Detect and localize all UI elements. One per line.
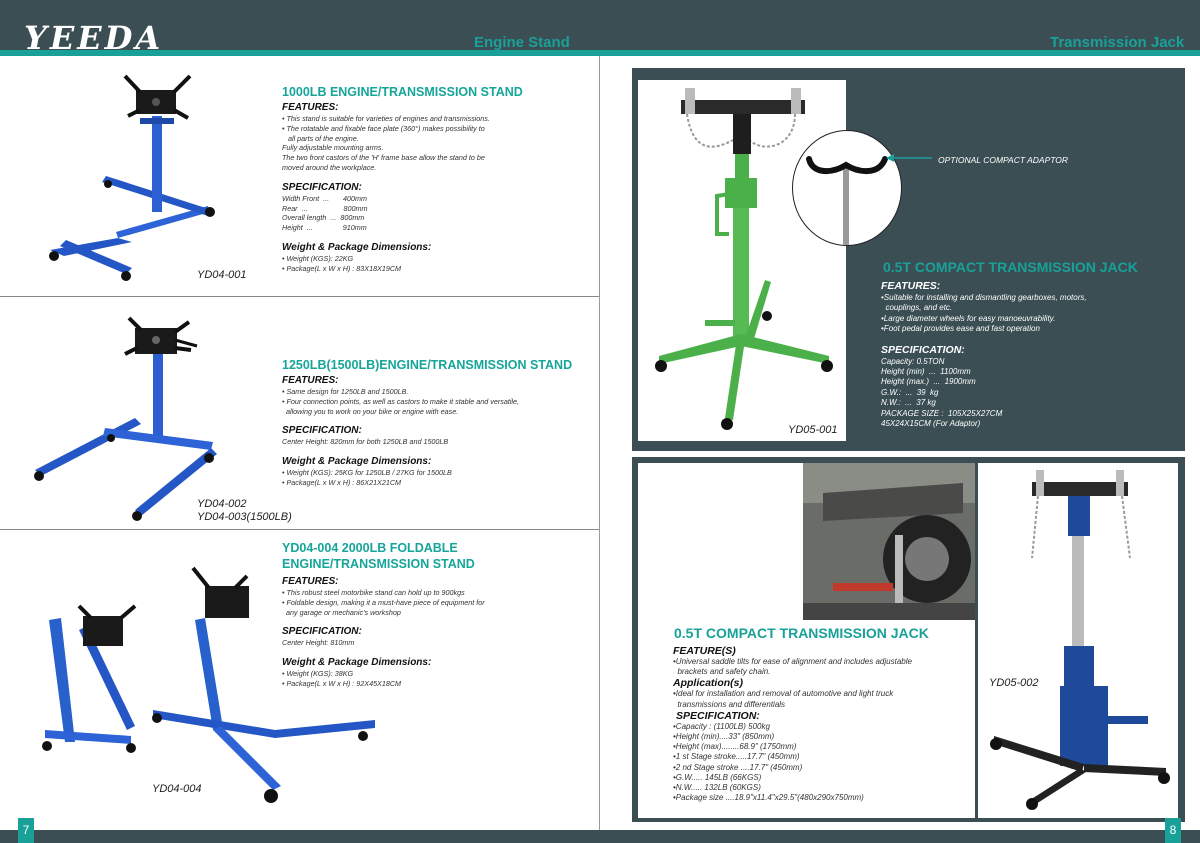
feature-line: any garage or mechanic's workshop bbox=[282, 607, 401, 617]
feature-line: The two front castors of the 'H' frame base allow the stand to be bbox=[282, 153, 485, 163]
adaptor-label: OPTIONAL COMPACT ADAPTOR bbox=[938, 155, 1069, 165]
spec-line: •Height (min)....33" (850mm) bbox=[673, 732, 775, 742]
spec-line: Height (min) ... 1100mm bbox=[881, 367, 971, 377]
spec-line: 45X24X15CM (For Adaptor) bbox=[881, 419, 981, 429]
spec-line: •2 nd Stage stroke ....17.7" (450mm) bbox=[673, 762, 803, 772]
package-line: • Weight (KGS): 22KG bbox=[282, 253, 354, 263]
spec-line: •1 st Stage stroke.....17.7" (450mm) bbox=[673, 752, 800, 762]
spec-line: Center Height: 820mm for both 1250LB and 1500LB bbox=[282, 437, 449, 447]
jack-in-use-photo bbox=[803, 463, 975, 620]
spec-line: •Height (max)........68.9" (1750mm) bbox=[673, 742, 797, 752]
product-title: 1000LB ENGINE/TRANSMISSION STAND bbox=[282, 85, 523, 99]
spec-line: Width Front ... 400mm bbox=[282, 193, 368, 203]
package-heading: Weight & Package Dimensions: bbox=[282, 241, 432, 253]
feature-line: •Suitable for installing and dismantling gearboxes, motors, bbox=[881, 293, 1087, 302]
spec-line: •Capacity : (1100LB) 500kg bbox=[673, 721, 770, 731]
package-heading: Weight & Package Dimensions: bbox=[282, 657, 432, 669]
footer-bar bbox=[0, 830, 1200, 843]
features-heading: FEATURES: bbox=[282, 576, 339, 587]
product-details bbox=[282, 101, 582, 274]
engine-stand-1000lb-image bbox=[40, 70, 250, 290]
package-line: • Package(L x W x H) : 86X21X21CM bbox=[282, 477, 402, 487]
spec-line: G.W.: ... 39 kg bbox=[881, 387, 939, 397]
feature-line: moved around the workplace. bbox=[282, 162, 377, 172]
feature-line: •Universal saddle tilts for ease of alignment and includes adjustable bbox=[673, 657, 912, 666]
feature-line: • This robust steel motorbike stand can hold up to 900kgs bbox=[282, 588, 465, 597]
package-line: • Weight (KGS): 25KG for 1250LB / 27KG for 1500LB bbox=[282, 468, 452, 478]
product-code: YD04-004 bbox=[152, 783, 202, 795]
spec-line: Center Height: 810mm bbox=[282, 638, 355, 648]
section-title-engine-stand: Engine Stand bbox=[474, 34, 570, 51]
package-line: • Package(L x W x H) : 92X45X18CM bbox=[282, 678, 402, 688]
jack-title: 0.5T COMPACT TRANSMISSION JACK bbox=[883, 259, 1138, 275]
features-heading: FEATURES: bbox=[881, 280, 941, 292]
product-code: YD04-002 bbox=[197, 498, 247, 510]
spec-heading: SPECIFICATION: bbox=[881, 343, 965, 356]
engine-stand-1250lb-image bbox=[25, 310, 250, 525]
feature-line: •Foot pedal provides ease and fast operation bbox=[881, 324, 1040, 334]
spec-line: Overall length ... 800mm bbox=[282, 213, 365, 223]
application-line: transmissions and differentials bbox=[673, 699, 786, 709]
spec-line: •Package size ....18.9"x11.4"x29.5"(480x290x750mm) bbox=[673, 793, 864, 803]
optional-adaptor-image bbox=[792, 130, 902, 246]
brand-logo: YEEDA bbox=[24, 19, 164, 57]
features-heading: FEATURE(S) bbox=[673, 645, 736, 657]
product-title-line2: ENGINE/TRANSMISSION STAND bbox=[282, 557, 475, 571]
feature-line: • Same design for 1250LB and 1500LB. bbox=[282, 387, 409, 396]
feature-line: brackets and safety chain. bbox=[673, 667, 771, 677]
product-code: YD05-001 bbox=[788, 424, 838, 436]
product-code: YD05-002 bbox=[989, 677, 1039, 689]
application-line: •Ideal for installation and removal of automotive and light truck bbox=[673, 689, 894, 699]
spec-line: Rear ... 800mm bbox=[282, 203, 368, 213]
header-bar bbox=[0, 0, 1200, 56]
feature-line: all parts of the engine. bbox=[282, 133, 359, 143]
callout-arrow-icon bbox=[886, 153, 936, 163]
feature-line: couplings, and etc. bbox=[881, 303, 953, 313]
spec-line: •N.W..... 132LB (60KGS) bbox=[673, 783, 761, 793]
page-number-right: 8 bbox=[1165, 818, 1181, 843]
spec-line: •G.W..... 145LB (66KGS) bbox=[673, 772, 762, 782]
feature-line: Fully adjustable mounting arms. bbox=[282, 143, 384, 153]
spec-line: Height (max.) ... 1900mm bbox=[881, 377, 976, 387]
blue-transmission-jack-image bbox=[984, 468, 1174, 813]
divider bbox=[0, 529, 599, 530]
product-code-alt: YD04-003(1500LB) bbox=[197, 511, 292, 523]
spec-line: Capacity: 0.5TON bbox=[881, 356, 945, 366]
application-heading: Application(s) bbox=[673, 677, 743, 690]
section-title-transmission-jack: Transmission Jack bbox=[1050, 34, 1185, 51]
green-transmission-jack-image bbox=[645, 84, 840, 436]
feature-line: • The rotatable and fixable face plate (360°) makes possibility to bbox=[282, 123, 485, 133]
features-heading: FEATURES: bbox=[282, 375, 339, 386]
feature-line: •Large diameter wheels for easy manoeuvrability. bbox=[881, 313, 1056, 323]
product-details bbox=[282, 374, 582, 488]
features-heading: FEATURES: bbox=[282, 102, 339, 113]
package-heading: Weight & Package Dimensions: bbox=[282, 456, 432, 468]
product-details bbox=[282, 575, 582, 689]
product-title: 1250LB(1500LB)ENGINE/TRANSMISSION STAND bbox=[282, 358, 573, 372]
jack-details bbox=[881, 280, 1171, 429]
product-code: YD04-001 bbox=[197, 269, 247, 281]
feature-line: • Four connection points, as well as castors to make it stable and versatile, bbox=[282, 396, 520, 406]
product-title-line1: YD04-004 2000LB FOLDABLE bbox=[282, 541, 458, 555]
page-number-left: 7 bbox=[18, 818, 34, 843]
spec-heading: SPECIFICATION: bbox=[282, 181, 362, 193]
jack-title: 0.5T COMPACT TRANSMISSION JACK bbox=[674, 625, 929, 641]
package-line: • Weight (KGS): 38KG bbox=[282, 669, 354, 679]
spec-line: PACKAGE SIZE : 105X25X27CM bbox=[881, 408, 1003, 418]
feature-line: allowing you to work on your bike or engine with ease. bbox=[282, 406, 459, 416]
header-accent-line bbox=[0, 50, 1200, 56]
spec-line: Height ... 910mm bbox=[282, 223, 367, 233]
jack-details bbox=[673, 645, 973, 803]
spec-heading: SPECIFICATION: bbox=[282, 425, 362, 437]
spec-heading: SPECIFICATION: bbox=[282, 626, 362, 638]
feature-line: • This stand is suitable for varieties of engines and transmissions. bbox=[282, 114, 490, 123]
spec-line: N.W.: ... 37 kg bbox=[881, 398, 936, 408]
page-spine bbox=[599, 56, 600, 830]
spec-heading: SPECIFICATION: bbox=[676, 709, 760, 722]
divider bbox=[0, 296, 599, 297]
feature-line: • Foldable design, making it a must-have piece of equipment for bbox=[282, 597, 485, 607]
package-line: • Package(L x W x H) : 83X18X19CM bbox=[282, 263, 402, 273]
